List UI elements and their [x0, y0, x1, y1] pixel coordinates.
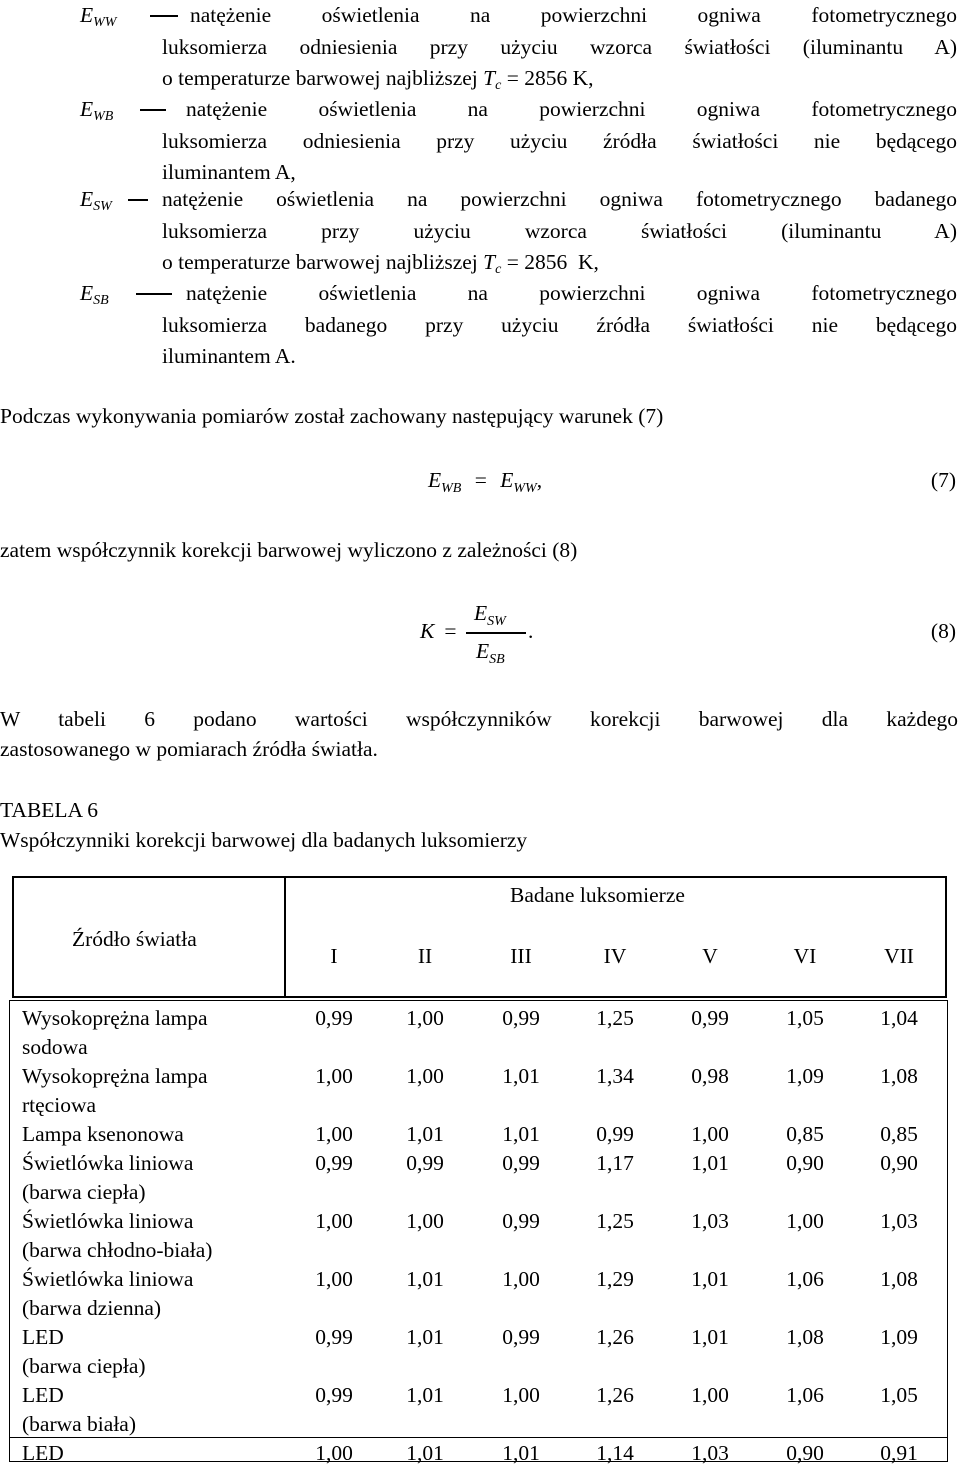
definition-text-cont: luksomierza odniesienia przy użyciu wzorca światłości (iluminantu A) o temperaturze barwowej najbliższej Tc = 2856 K, [162, 34, 957, 93]
fraction-line [466, 632, 526, 634]
table-cell: 1,00 [691, 1122, 729, 1146]
table-cell: 0,99 [502, 1325, 540, 1349]
row-label: LED [22, 1383, 64, 1407]
definition-dash [150, 15, 178, 17]
table-cell: 1,01 [502, 1122, 540, 1146]
table-cell: 1,01 [691, 1151, 729, 1175]
definition-symbol: $E_{SB}$ [80, 281, 109, 308]
table-cell: 0,99 [315, 1383, 353, 1407]
paragraph: zatem współczynnik korekcji barwowej wyliczono z zależności (8) [0, 538, 578, 562]
table-cell: 1,00 [315, 1441, 353, 1465]
definition-text-cont: luksomierza badanego przy użyciu źródła światłości nie będącego iluminantem A. [162, 312, 957, 368]
table-cell: 1,01 [502, 1064, 540, 1088]
paragraph: Podczas wykonywania pomiarów został zachowany następujący warunek (7) [0, 404, 664, 428]
definition-dash [128, 199, 148, 201]
table-cell: 1,05 [786, 1006, 824, 1030]
row-label: Wysokoprężna lampa [22, 1064, 208, 1088]
definition-dash [136, 293, 172, 295]
equation-8-lhs: K = [420, 619, 457, 643]
definition-text: natężenie oświetlenia na powierzchni ogniwa fotometrycznego [186, 281, 957, 305]
row-label: (barwa ciepła) [22, 1180, 146, 1204]
table-cell: 1,00 [315, 1064, 353, 1088]
row-label: LED [22, 1325, 64, 1349]
table-cell: 0,99 [502, 1006, 540, 1030]
table-cell: 1,06 [786, 1267, 824, 1291]
equation-8-tail: . [528, 619, 534, 643]
definition-symbol: $E_{WB}$ [80, 97, 114, 124]
definition-dash [140, 109, 166, 111]
table-cell: 0,99 [502, 1209, 540, 1233]
column-header: IV [603, 944, 627, 968]
table-cell: 1,26 [596, 1383, 634, 1407]
column-header: VI [793, 944, 817, 968]
table-cell: 1,01 [691, 1325, 729, 1349]
table-header-group: Badane luksomierze [510, 883, 685, 907]
row-label: (barwa dzienna) [22, 1296, 162, 1320]
definition-symbol: $E_{SW}$ [80, 187, 112, 214]
definition-symbol: $E_{WW}$ [80, 3, 117, 30]
row-label: sodowa [22, 1035, 88, 1059]
table-cell: 0,90 [786, 1151, 824, 1175]
equation-8-denominator: $E_{SB}$ [476, 639, 505, 667]
row-label: Świetlówka liniowa [22, 1151, 194, 1175]
row-label: LED [22, 1441, 64, 1465]
table-cell: 1,25 [596, 1209, 634, 1233]
table-cell: 1,25 [596, 1006, 634, 1030]
table-cell: 1,01 [406, 1441, 444, 1465]
table-cell: 1,00 [691, 1383, 729, 1407]
table-cell: 1,01 [406, 1383, 444, 1407]
table-cell: 1,04 [880, 1006, 918, 1030]
row-label: Świetlówka liniowa [22, 1209, 194, 1233]
table-cell: 1,26 [596, 1325, 634, 1349]
table-cell: 1,05 [880, 1383, 918, 1407]
row-label: Świetlówka liniowa [22, 1267, 194, 1291]
table-cell: 1,03 [880, 1209, 918, 1233]
table-cell: 1,14 [596, 1441, 634, 1465]
table-cell: 0,98 [691, 1064, 729, 1088]
equation-7: $E_{WB} = E_{WW}$, [428, 468, 543, 496]
table-cell: 0,99 [691, 1006, 729, 1030]
table-cell: 1,01 [406, 1122, 444, 1146]
definition-text: natężenie oświetlenia na powierzchni ogniwa fotometrycznego [190, 3, 957, 27]
table-cell: 1,09 [880, 1325, 918, 1349]
row-label: Lampa ksenonowa [22, 1122, 184, 1146]
equation-number-7: (7) [930, 468, 956, 492]
table-cell: 0,99 [315, 1151, 353, 1175]
table-cell: 1,17 [596, 1151, 634, 1175]
table-cell: 1,00 [406, 1006, 444, 1030]
table-cell: 1,00 [502, 1383, 540, 1407]
table-cell: 0,99 [315, 1006, 353, 1030]
row-label: (barwa biała) [22, 1412, 136, 1436]
column-header: I [330, 944, 338, 968]
table-cell: 1,00 [406, 1209, 444, 1233]
table-cell: 0,90 [880, 1151, 918, 1175]
table-cell: 1,00 [406, 1064, 444, 1088]
definition-line-tc: o temperaturze barwowej najbliższej Tc = 2856 K, [162, 66, 594, 93]
table-cell: 0,99 [315, 1325, 353, 1349]
row-label: rtęciowa [22, 1093, 97, 1117]
table-cell: 0,99 [406, 1151, 444, 1175]
table-cell: 0,99 [596, 1122, 634, 1146]
table-cell: 1,01 [406, 1267, 444, 1291]
table-cell: 1,00 [786, 1209, 824, 1233]
column-header: II [417, 944, 433, 968]
table-cell: 1,01 [406, 1325, 444, 1349]
table-cell: 1,03 [691, 1209, 729, 1233]
table-cell: 1,03 [691, 1441, 729, 1465]
table-cell: 1,01 [691, 1267, 729, 1291]
table-rule [10, 1437, 948, 1438]
definition-text: natężenie oświetlenia na powierzchni ogniwa fotometrycznego badanego luksomierza przy użyciu wzorca światłości (iluminantu A) o temperaturze barwowej najbliższej Tc = 2856 K, [162, 187, 957, 277]
column-header: VII [884, 944, 914, 968]
equation-number-8: (8) [930, 619, 956, 643]
table-cell: 1,00 [315, 1209, 353, 1233]
table-cell: 1,01 [502, 1441, 540, 1465]
equation-8-numerator: $E_{SW}$ [474, 601, 506, 629]
column-header: III [510, 944, 532, 968]
definition-text: natężenie oświetlenia na powierzchni ogniwa fotometrycznego [186, 97, 957, 121]
table-cell: 1,00 [502, 1267, 540, 1291]
table-cell: 1,00 [315, 1122, 353, 1146]
table-cell: 1,08 [786, 1325, 824, 1349]
table-cell: 0,85 [786, 1122, 824, 1146]
table-cell: 0,91 [880, 1441, 918, 1465]
table-cell: 1,08 [880, 1267, 918, 1291]
table-caption: Współczynniki korekcji barwowej dla badanych luksomierzy [0, 828, 528, 852]
definition-line-tc: o temperaturze barwowej najbliższej Tc = 2856 K, [162, 250, 599, 277]
paragraph: W tabeli 6 podano wartości współczynników korekcji barwowej dla każdego [0, 707, 958, 731]
table-cell: 1,29 [596, 1267, 634, 1291]
table-cell: 1,34 [596, 1064, 634, 1088]
row-label: (barwa chłodno-biała) [22, 1238, 213, 1262]
row-label: Wysokoprężna lampa [22, 1006, 208, 1030]
paragraph-cont: zastosowanego w pomiarach źródła światła. [0, 737, 378, 761]
row-label: (barwa ciepła) [22, 1354, 146, 1378]
table-cell: 0,99 [502, 1151, 540, 1175]
table-cell: 0,90 [786, 1441, 824, 1465]
table-cell: 1,00 [315, 1267, 353, 1291]
table-header-divider [284, 876, 286, 998]
table-cell: 1,09 [786, 1064, 824, 1088]
column-header: V [702, 944, 718, 968]
table-title: TABELA 6 [0, 798, 99, 822]
table-cell: 1,08 [880, 1064, 918, 1088]
table-cell: 1,06 [786, 1383, 824, 1407]
table-header-source: Źródło światła [72, 927, 197, 951]
table-cell: 0,85 [880, 1122, 918, 1146]
definition-text-cont: luksomierza odniesienia przy użyciu źródła światłości nie będącego iluminantem A, [162, 128, 957, 184]
